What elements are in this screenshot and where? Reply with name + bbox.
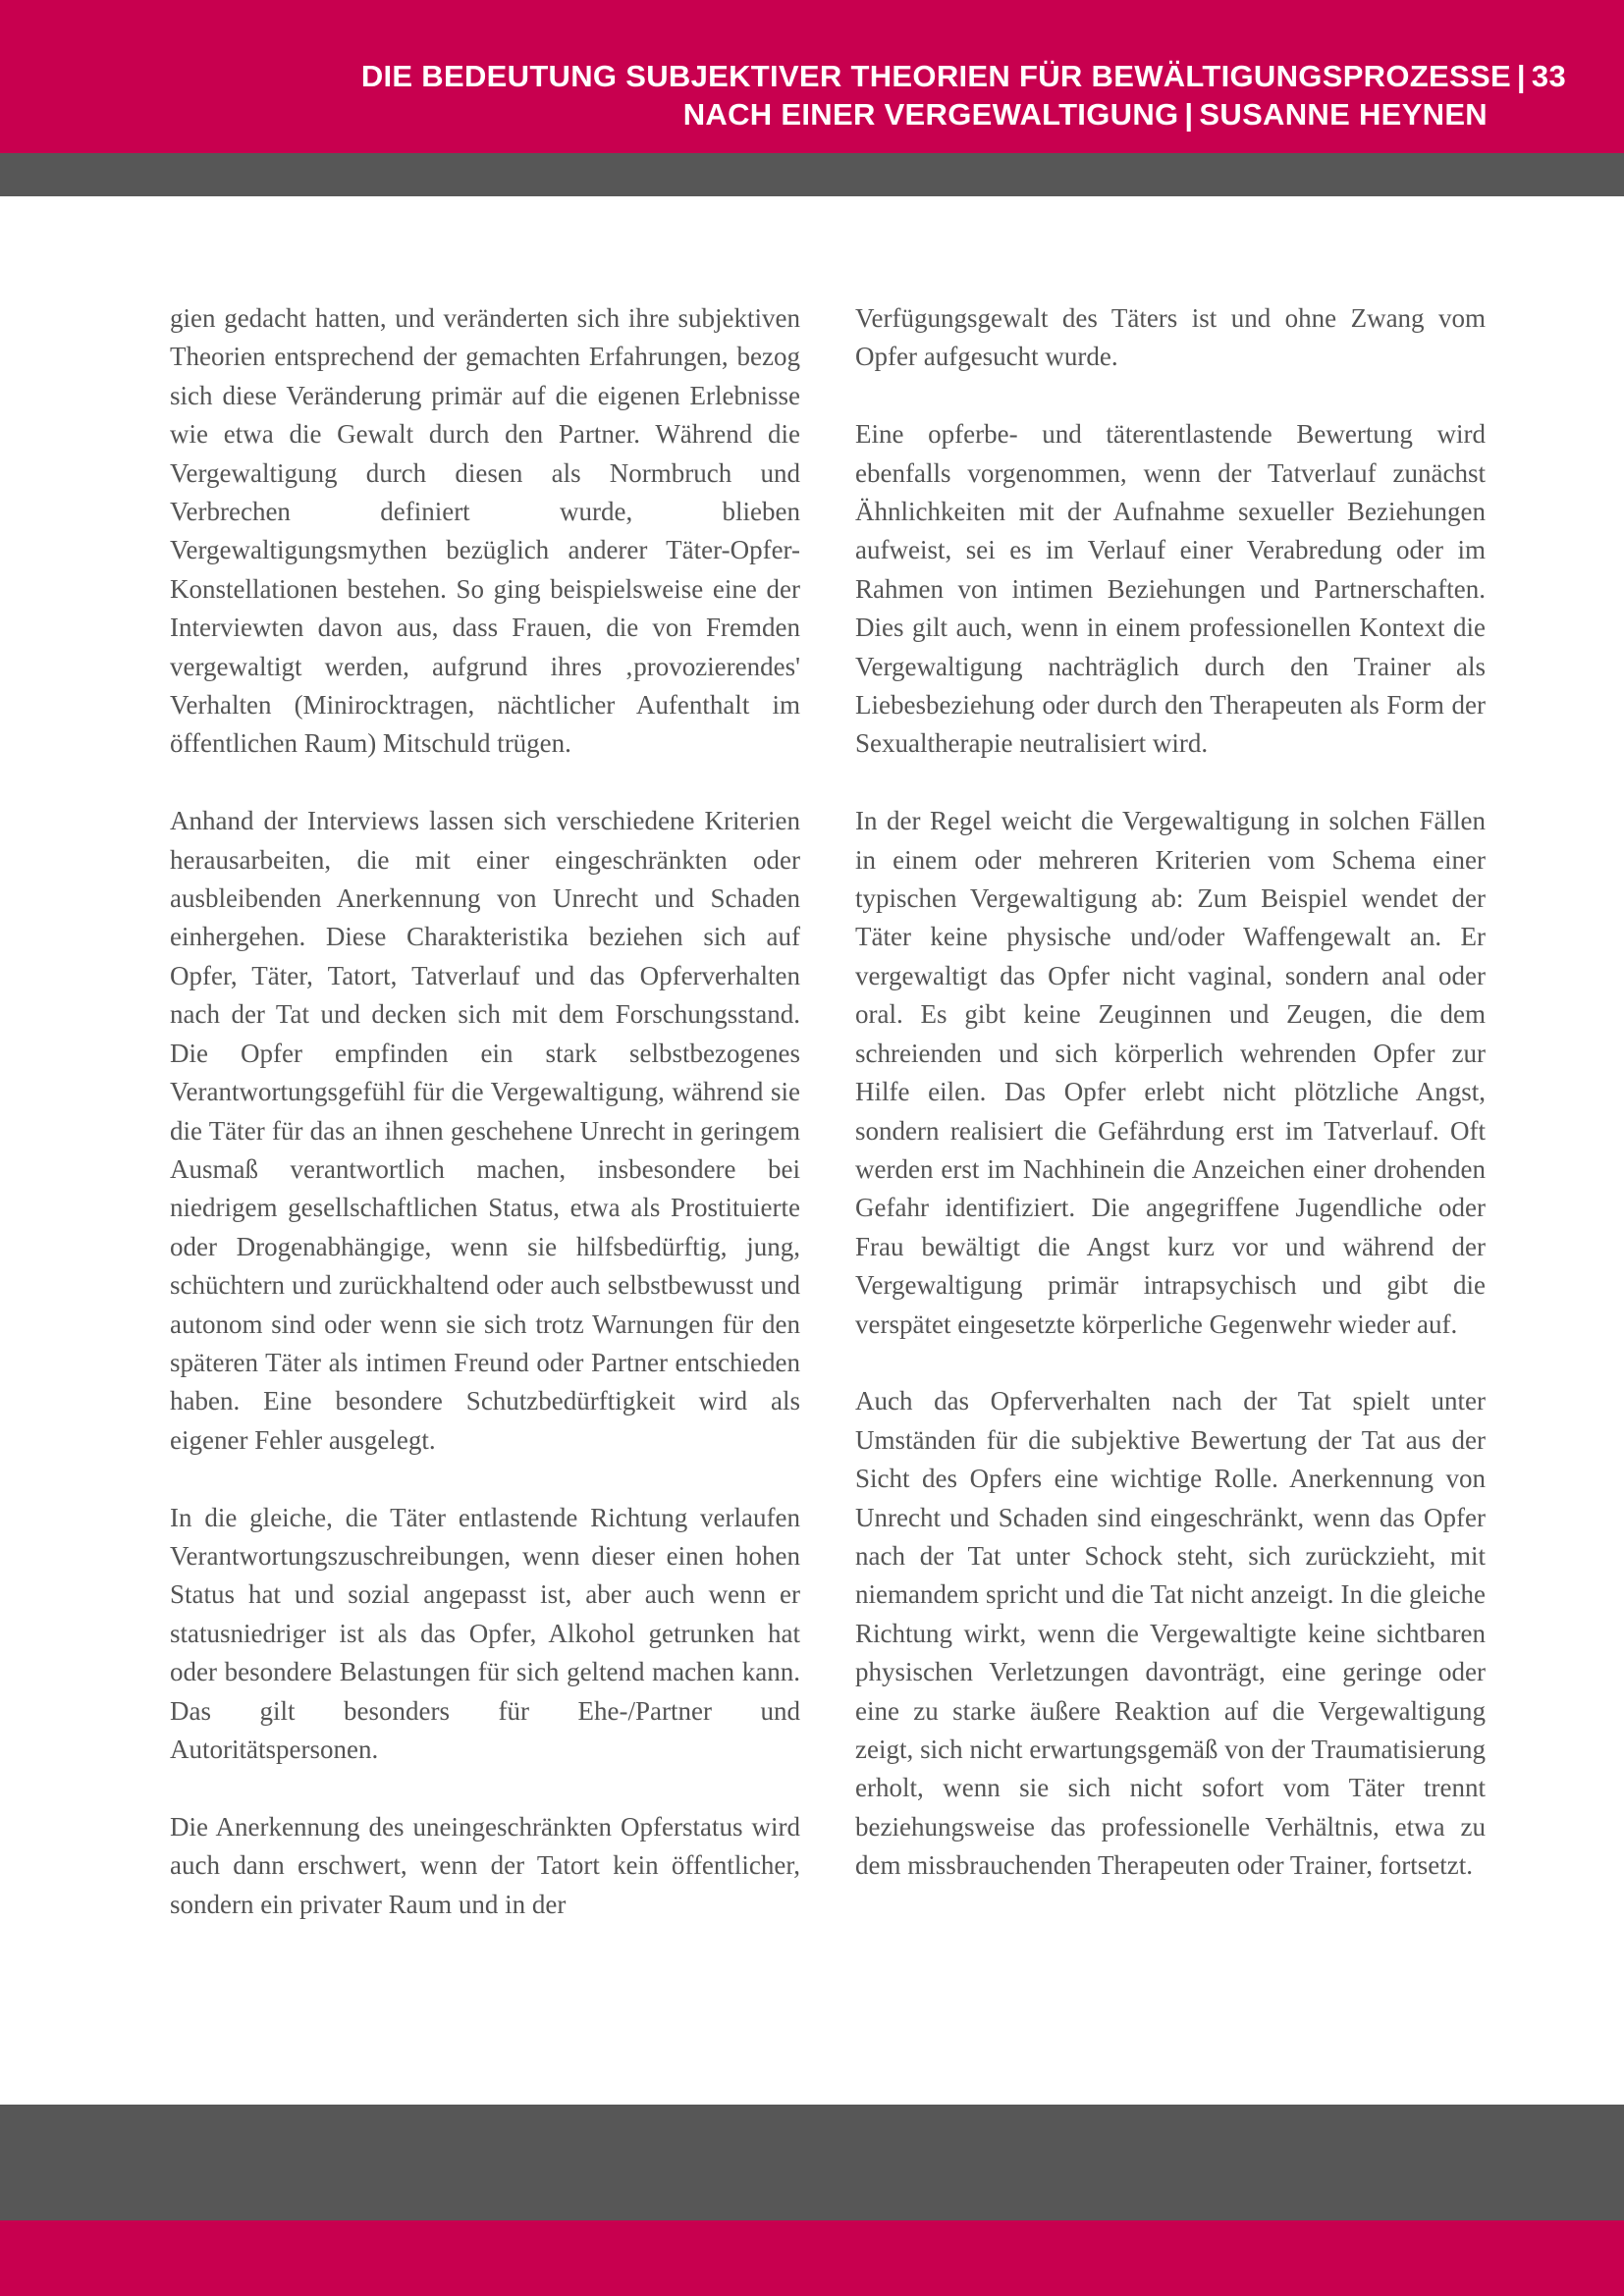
right-paragraph-1: Verfügungsgewalt des Täters ist und ohne Zwang vom Opfer aufgesucht wurde.: [855, 303, 1486, 372]
right-paragraph-4: Auch das Opferverhalten nach der Tat spielt unter Umständen für die subjektive Bewertung der Tat aus der Sicht des Opfers eine wichtige Rolle. Anerkennung von Unrecht und Schaden sind eingeschränkt, wenn das Opfer nach der Tat unter Schock steht, sich zurückzieht, mit niemandem spricht und die Tat nicht anzeigt. In die gleiche Richtung wirkt, wenn die Vergewaltigte keine sichtbaren physischen Verletzungen davonträgt, eine geringe oder eine zu starke äußere Reaktion auf die Vergewaltigung zeigt, sich nicht erwartungsgemäß von der Traumatisierung erholt, wenn sie sich nicht sofort vom Täter trennt beziehungsweise das professionelle Verhältnis, etwa zu dem missbrauchenden Therapeuten oder Trainer, fortsetzt.: [855, 1386, 1486, 1881]
header-line-1: [0, 57, 1566, 95]
page-number: 33: [1531, 59, 1566, 93]
right-paragraph-3: In der Regel weicht die Vergewaltigung in solchen Fällen in einem oder mehreren Kriterien vom Schema einer typischen Vergewaltigung ab: Zum Beispiel wendet der Täter keine physische und/oder Waffengewalt an. Er vergewaltigt das Opfer nicht vaginal, sondern anal oder oral. Es gibt keine Zeuginnen und Zeugen, die dem schreienden und sich körperlich wehrenden Opfer zur Hilfe eilen. Das Opfer erlebt nicht plötzliche Angst, sondern realisiert die Gefährdung erst im Tatverlauf. Oft werden erst im Nachhinein die Anzeichen einer drohenden Gefahr identifiziert. Die angegriffene Jugendliche oder Frau bewältigt die Angst kurz vor und während der Vergewaltigung primär intrapsychisch und gibt die verspätet eingesetzte körperliche Gegenwehr wieder auf.: [855, 806, 1486, 1339]
left-paragraph-3: In die gleiche, die Täter entlastende Richtung verlaufen Verantwortungszuschreibungen, wenn dieser einen hohen Status hat und sozial angepasst ist, aber auch wenn er statusniedriger ist als das Opfer, Alkohol getrunken hat oder besondere Belastungen für sich geltend machen kann. Das gilt besonders für Ehe-/Partner und Autoritätspersonen.: [170, 1502, 800, 1764]
header-separator: |: [1516, 59, 1526, 93]
left-paragraph-1: gien gedacht hatten, und veränderten sich ihre subjektiven Theorien entsprechend der gemachten Erfahrungen, bezog sich diese Veränderung primär auf die eigenen Erlebnisse wie etwa die Gewalt durch den Partner. Während die Vergewaltigung durch diesen als Normbruch und Verbrechen definiert wurde, blieben Vergewaltigungsmythen bezüglich anderer Täter-Opfer-Konstellationen bestehen. So ging beispielsweise eine der Interviewten davon aus, dass Frauen, die von Fremden vergewaltigt werden, aufgrund ihres ‚provozierendes' Verhalten (Minirocktragen, nächtlicher Aufenthalt im öffentlichen Raum) Mitschuld trügen.: [170, 303, 800, 759]
header-gray-strip: [0, 153, 1624, 196]
left-column: [170, 299, 800, 1962]
left-paragraph-4: Die Anerkennung des uneingeschränkten Opferstatus wird auch dann erschwert, wenn der Tatort kein öffentlicher, sondern ein privater Raum und in der: [170, 1811, 800, 1919]
header-title-line2: NACH EINER VERGEWALTIGUNG: [682, 97, 1179, 132]
right-paragraph-2: Eine opferbe- und täterentlastende Bewertung wird ebenfalls vorgenommen, wenn der Tatverlauf zunächst Ähnlichkeiten mit der Aufnahme sexueller Beziehungen aufweist, sei es im Verlauf einer Verabredung oder im Rahmen von intimen Beziehungen und Partnerschaften. Dies gilt auch, wenn in einem professionellen Kontext die Vergewaltigung nachträglich durch den Trainer als Liebesbeziehung oder durch den Therapeuten als Form der Sexualtherapie neutralisiert wird.: [855, 419, 1486, 759]
left-paragraph-2: Anhand der Interviews lassen sich verschiedene Kriterien herausarbeiten, die mit einer eingeschränkten oder ausbleibenden Anerkennung von Unrecht und Schaden einhergehen. Diese Charakteristika beziehen sich auf Opfer, Täter, Tatort, Tatverlauf und das Opferverhalten nach der Tat und decken sich mit dem Forschungsstand. Die Opfer empfinden ein stark selbstbezogenes Verantwortungsgefühl für die Vergewaltigung, während sie die Täter für das an ihnen geschehene Unrecht in geringem Ausmaß verantwortlich machen, insbesondere bei niedrigem gesellschaftlichen Status, etwa als Prostituierte oder Drogenabhängige, wenn sie hilfsbedürftig, jung, schüchtern und zurückhaltend oder auch selbstbewusst und autonom sind oder wenn sie sich trotz Warnungen für den späteren Täter als intimen Freund oder Partner entschieden haben. Eine besondere Schutzbedürftigkeit wird als eigener Fehler ausgelegt.: [170, 806, 800, 1455]
footer-gray-band: [0, 2105, 1624, 2220]
header-author: SUSANNE HEYNEN: [1199, 97, 1488, 132]
header-title-line1: DIE BEDEUTUNG SUBJEKTIVER THEORIEN FÜR BEWÄLTIGUNGSPROZESSE: [360, 59, 1511, 93]
header-line-2: [0, 95, 1566, 133]
header-separator-2: |: [1184, 97, 1194, 132]
footer-accent-band: [0, 2220, 1624, 2296]
running-header: [0, 57, 1566, 133]
right-column: [855, 299, 1486, 1924]
